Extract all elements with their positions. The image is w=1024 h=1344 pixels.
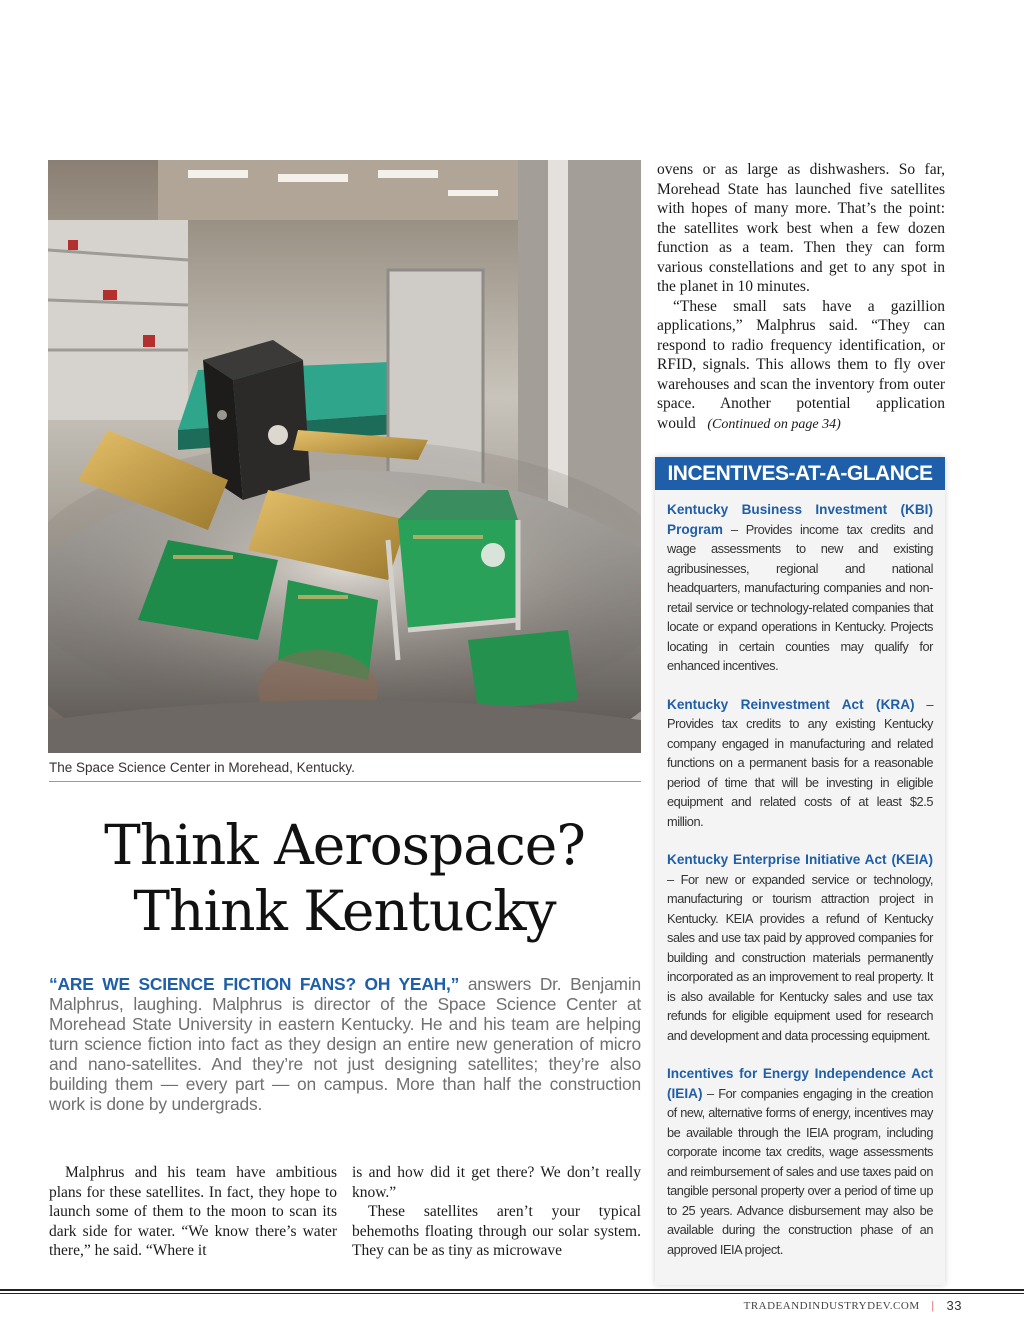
footer-rule — [0, 1289, 1024, 1291]
body-column-1 — [49, 1163, 337, 1261]
page-number: 33 — [946, 1298, 962, 1313]
headline-line-1: Think Aerospace? — [104, 813, 585, 877]
incentive-item-kbi — [667, 500, 933, 676]
incentive-item-ieia — [667, 1064, 933, 1259]
incentive-title: Kentucky Enterprise Initiative Act (KEIA) — [667, 852, 933, 867]
body-paragraph: Malphrus and his team have ambitious plans for these satellites. In fact, they hope to launch some of them to the moon to scan its dark side for water. “We know there’s water there,” he said. “Where it — [49, 1164, 337, 1259]
incentive-body: – Provides tax credits to any existing Kentucky company engaged in manufacturing and related functions on a permanent basis for a reasonable period of time that will be investing in eligible equipment and related costs of at least $2.5 million. — [667, 696, 933, 829]
article-headline — [48, 812, 641, 944]
space-science-center-photo — [48, 160, 641, 753]
headline-line-2: Think Kentucky — [133, 879, 556, 943]
body-column-3 — [657, 160, 945, 434]
body-paragraph: is and how did it get there? We don’t really know.” — [352, 1164, 641, 1201]
footer-rule — [0, 1293, 1024, 1294]
footer-separator: | — [931, 1298, 935, 1312]
incentives-sidebar — [655, 457, 945, 1285]
sidebar-title: INCENTIVES-AT-A-GLANCE — [655, 457, 945, 490]
incentive-item-kra — [667, 695, 933, 832]
body-paragraph: ovens or as large as dishwashers. So far, Morehead State has launched five satellites with hopes of many more. That’s the point: the satellites work best when a few dozen function as a team. Then they can form various constellations and get to any spot in the planet in 10 minutes. — [657, 161, 945, 295]
body-column-2 — [352, 1163, 641, 1261]
incentive-title: Kentucky Business Investment (KBI) Program — [667, 502, 933, 537]
body-paragraph: These satellites aren’t your typical behemoths floating through our solar system. They can be as tiny as microwave — [352, 1203, 641, 1259]
incentive-body: – For companies engaging in the creation of new, alternative forms of energy, incentives may be available through the IEIA program, including corporate income tax credits, wage assessments and reimbursement of sales and use taxes paid on tangible personal property over a period of time up to 25 years. Advance disbursement may also be available during the construction phase of an approved IEIA project. — [667, 1085, 933, 1257]
photo-caption: The Space Science Center in Morehead, Kentucky. — [49, 760, 641, 782]
body-paragraph: “These small sats have a gazillion applications,” Malphrus said. “They can respond to radio frequency identification, or RFID, signals. This allows them to fly over warehouses and scan the inventory from outer space. Another potential application would (Continued on page 34) — [657, 297, 945, 432]
incentive-body: – For new or expanded service or technology, manufacturing or tourism attraction project in Kentucky. KEIA provides a refund of Kentucky sales and use tax paid by approved companies for building and construction materials permanently incorporated as an improvement to real property. It is also available for Kentucky sales and use tax refunds for eligible equipment used for research and development and data processing equipment. — [667, 871, 933, 1043]
incentive-title: Incentives for Energy Independence Act (IEIA) — [667, 1066, 933, 1101]
incentive-body: – Provides income tax credits and wage assessments to new and existing agribusinesses, regional and national headquarters, manufacturing companies and non-retail service or technology-related companies that locate or expand operations in Kentucky. Projects locating in certain counties may qualify for enhanced incentives. — [667, 521, 933, 673]
footer-site[interactable]: TRADEANDINDUSTRYDEV.COM — [743, 1299, 920, 1312]
incentive-item-keia — [667, 850, 933, 1045]
lede-body: answers Dr. Benjamin Malphrus, laughing. Malphrus is director of the Space Science Center at Morehead State University in eastern Kentucky. He and his team are helping turn science fiction into fact as they design an entire new generation of micro and nano-satellites. And they’re not just designing satellites; they’re also building them — every part — on campus. More than half the construction work is done by undergrads. — [49, 974, 641, 1114]
continued-link[interactable]: (Continued on page 34) — [707, 416, 841, 432]
lede-kicker: “ARE WE SCIENCE FICTION FANS? OH YEAH,” — [49, 974, 460, 994]
page-footer — [744, 1298, 962, 1313]
article-lede — [49, 974, 641, 1114]
incentive-title: Kentucky Reinvestment Act (KRA) — [667, 696, 915, 712]
